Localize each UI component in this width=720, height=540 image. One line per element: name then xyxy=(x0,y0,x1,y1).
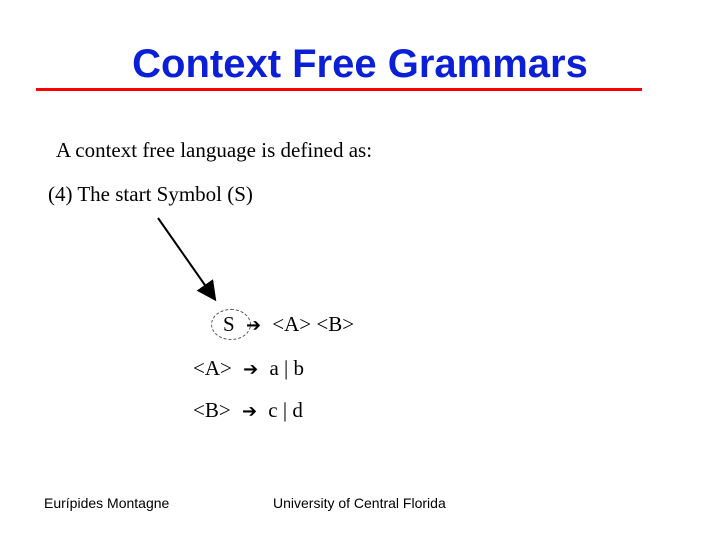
production-lhs: <B> xyxy=(193,398,231,422)
right-arrow-icon: ➔ xyxy=(243,359,259,380)
slide-title: Context Free Grammars xyxy=(132,42,588,86)
production-2 xyxy=(193,356,304,381)
right-arrow-icon: ➔ xyxy=(245,315,262,336)
production-1 xyxy=(223,312,354,337)
intro-text: A context free language is defined as: xyxy=(56,138,373,162)
footer-author: Eurípides Montagne xyxy=(44,495,170,511)
production-rhs: <A> <B> xyxy=(272,312,355,336)
production-rhs: a | b xyxy=(269,356,304,380)
production-lhs: S xyxy=(223,312,235,336)
production-3 xyxy=(193,398,303,423)
production-rhs: c | d xyxy=(268,398,303,422)
right-arrow-icon: ➔ xyxy=(241,401,258,422)
production-lhs: <A> xyxy=(193,356,232,380)
start-symbol-item: (4) The start Symbol (S) xyxy=(48,182,253,206)
footer-institution: University of Central Florida xyxy=(273,495,446,511)
